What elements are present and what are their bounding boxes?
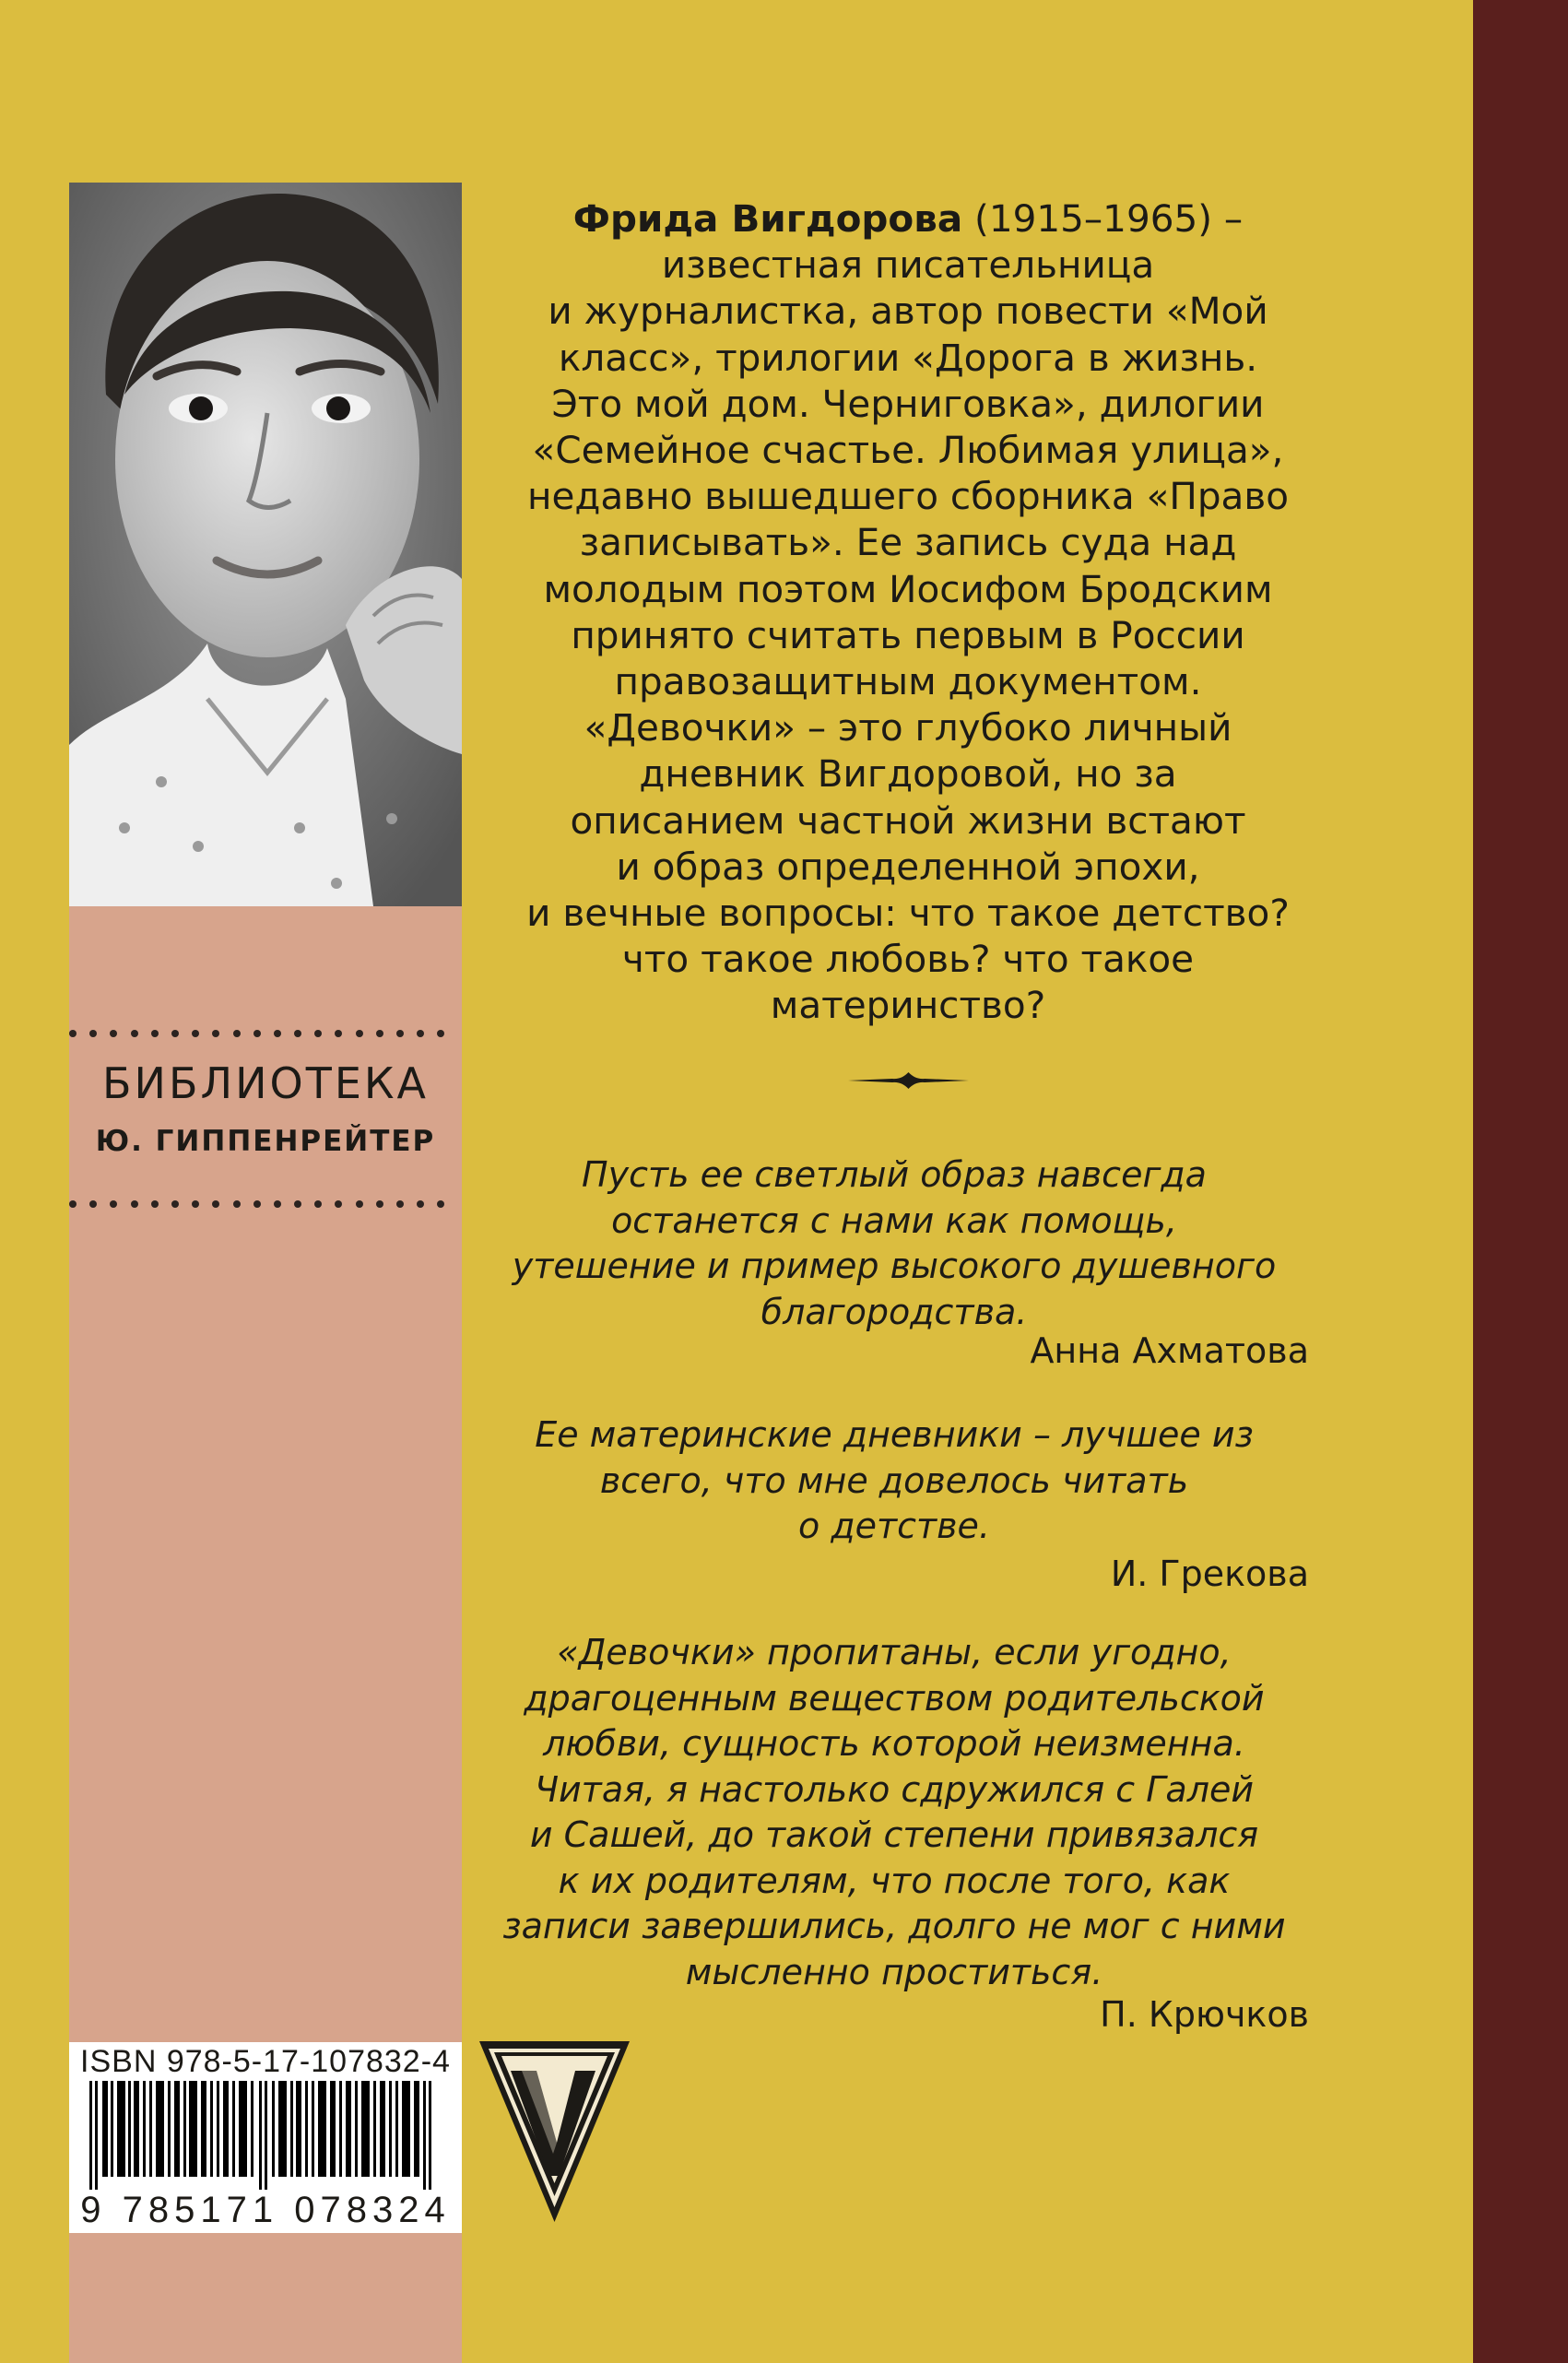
book-description <box>479 195 1337 1029</box>
quote-line: Пусть ее светлый образ навсегда <box>582 1154 1207 1195</box>
quote-2-author: И. Грекова <box>1110 1554 1309 1594</box>
quote-line: благородства. <box>760 1291 1028 1332</box>
description-line: «Семейное счастье. Любимая улица», <box>532 428 1284 473</box>
description-line: молодым поэтом Иосифом Бродским <box>543 566 1273 611</box>
description-line: материнство? <box>770 983 1046 1028</box>
quote-line: драгоценным веществом родительской <box>524 1677 1265 1719</box>
quote-1 <box>498 1152 1291 1335</box>
description-line: известная писательница <box>661 242 1155 288</box>
quote-1-author: Анна Ахматова <box>1030 1330 1309 1371</box>
quote-3-author: П. Крючков <box>1100 1994 1309 2035</box>
description-line: Это мой дом. Черниговка», дилогии <box>551 381 1265 426</box>
author-portrait-photo <box>69 183 462 906</box>
dotted-divider-top <box>69 1023 462 1031</box>
publisher-v-logo-icon <box>479 2041 630 2222</box>
author-name: Фрида Вигдорова <box>572 196 963 241</box>
ornament-divider-icon <box>848 1070 969 1091</box>
description-line: недавно вышедшего сборника «Право <box>526 474 1290 519</box>
quote-line: и Сашей, до такой степени привязался <box>529 1814 1259 1855</box>
description-line: дневник Вигдоровой, но за <box>639 751 1177 797</box>
quote-line: останется с нами как помощь, <box>611 1199 1177 1241</box>
quote-line: «Девочки» пропитаны, если угодно, <box>557 1632 1232 1672</box>
dotted-divider-bottom <box>69 1194 462 1201</box>
description-line: и образ определенной эпохи, <box>616 844 1200 889</box>
description-line: Фрида Вигдорова (1915–1965) – <box>572 196 1244 241</box>
quote-line: Читая, я настолько сдружился с Галей <box>534 1768 1255 1810</box>
quote-line: записи завершились, долго не мог с ними <box>502 1906 1286 1946</box>
description-line: принято считать первым в России <box>571 612 1245 657</box>
quote-line: любви, сущность которой неизменна. <box>543 1723 1245 1764</box>
quote-line: о детстве. <box>798 1506 990 1546</box>
library-title: БИБЛИОТЕКА <box>101 1058 430 1108</box>
description-line: описанием частной жизни встают <box>570 798 1246 843</box>
quote-line: Ее материнские дневники – лучшее из <box>535 1414 1254 1455</box>
description-line: и вечные вопросы: что такое детство? <box>526 891 1290 936</box>
description-line: класс», трилогии «Дорога в жизнь. <box>558 335 1258 380</box>
book-spine <box>1473 0 1568 2363</box>
description-line: «Девочки» – это глубоко личный <box>584 705 1232 750</box>
isbn-text: ISBN 978-5-17-107832-4 <box>80 2044 451 2079</box>
quote-line: к их родителям, что после того, как <box>558 1860 1231 1901</box>
description-line: что такое любовь? что такое <box>621 937 1195 982</box>
quote-line: всего, что мне довелось читать <box>599 1459 1189 1501</box>
barcode-digits: 9 785171 078324 <box>80 2190 451 2230</box>
description-line: записывать». Ее запись суда над <box>579 520 1237 565</box>
quote-3 <box>498 1630 1291 1995</box>
quote-line: утешение и пример высокого душевного <box>512 1246 1277 1286</box>
library-author: Ю. ГИППЕНРЕЙТЕР <box>95 1125 436 1158</box>
quote-2 <box>498 1412 1291 1550</box>
barcode-icon <box>80 2081 451 2190</box>
quote-line: мысленно проститься. <box>685 1951 1103 1992</box>
description-line: и журналистка, автор повести «Мой <box>548 289 1268 334</box>
description-line: правозащитным документом. <box>614 659 1202 704</box>
isbn-barcode <box>69 2042 462 2233</box>
